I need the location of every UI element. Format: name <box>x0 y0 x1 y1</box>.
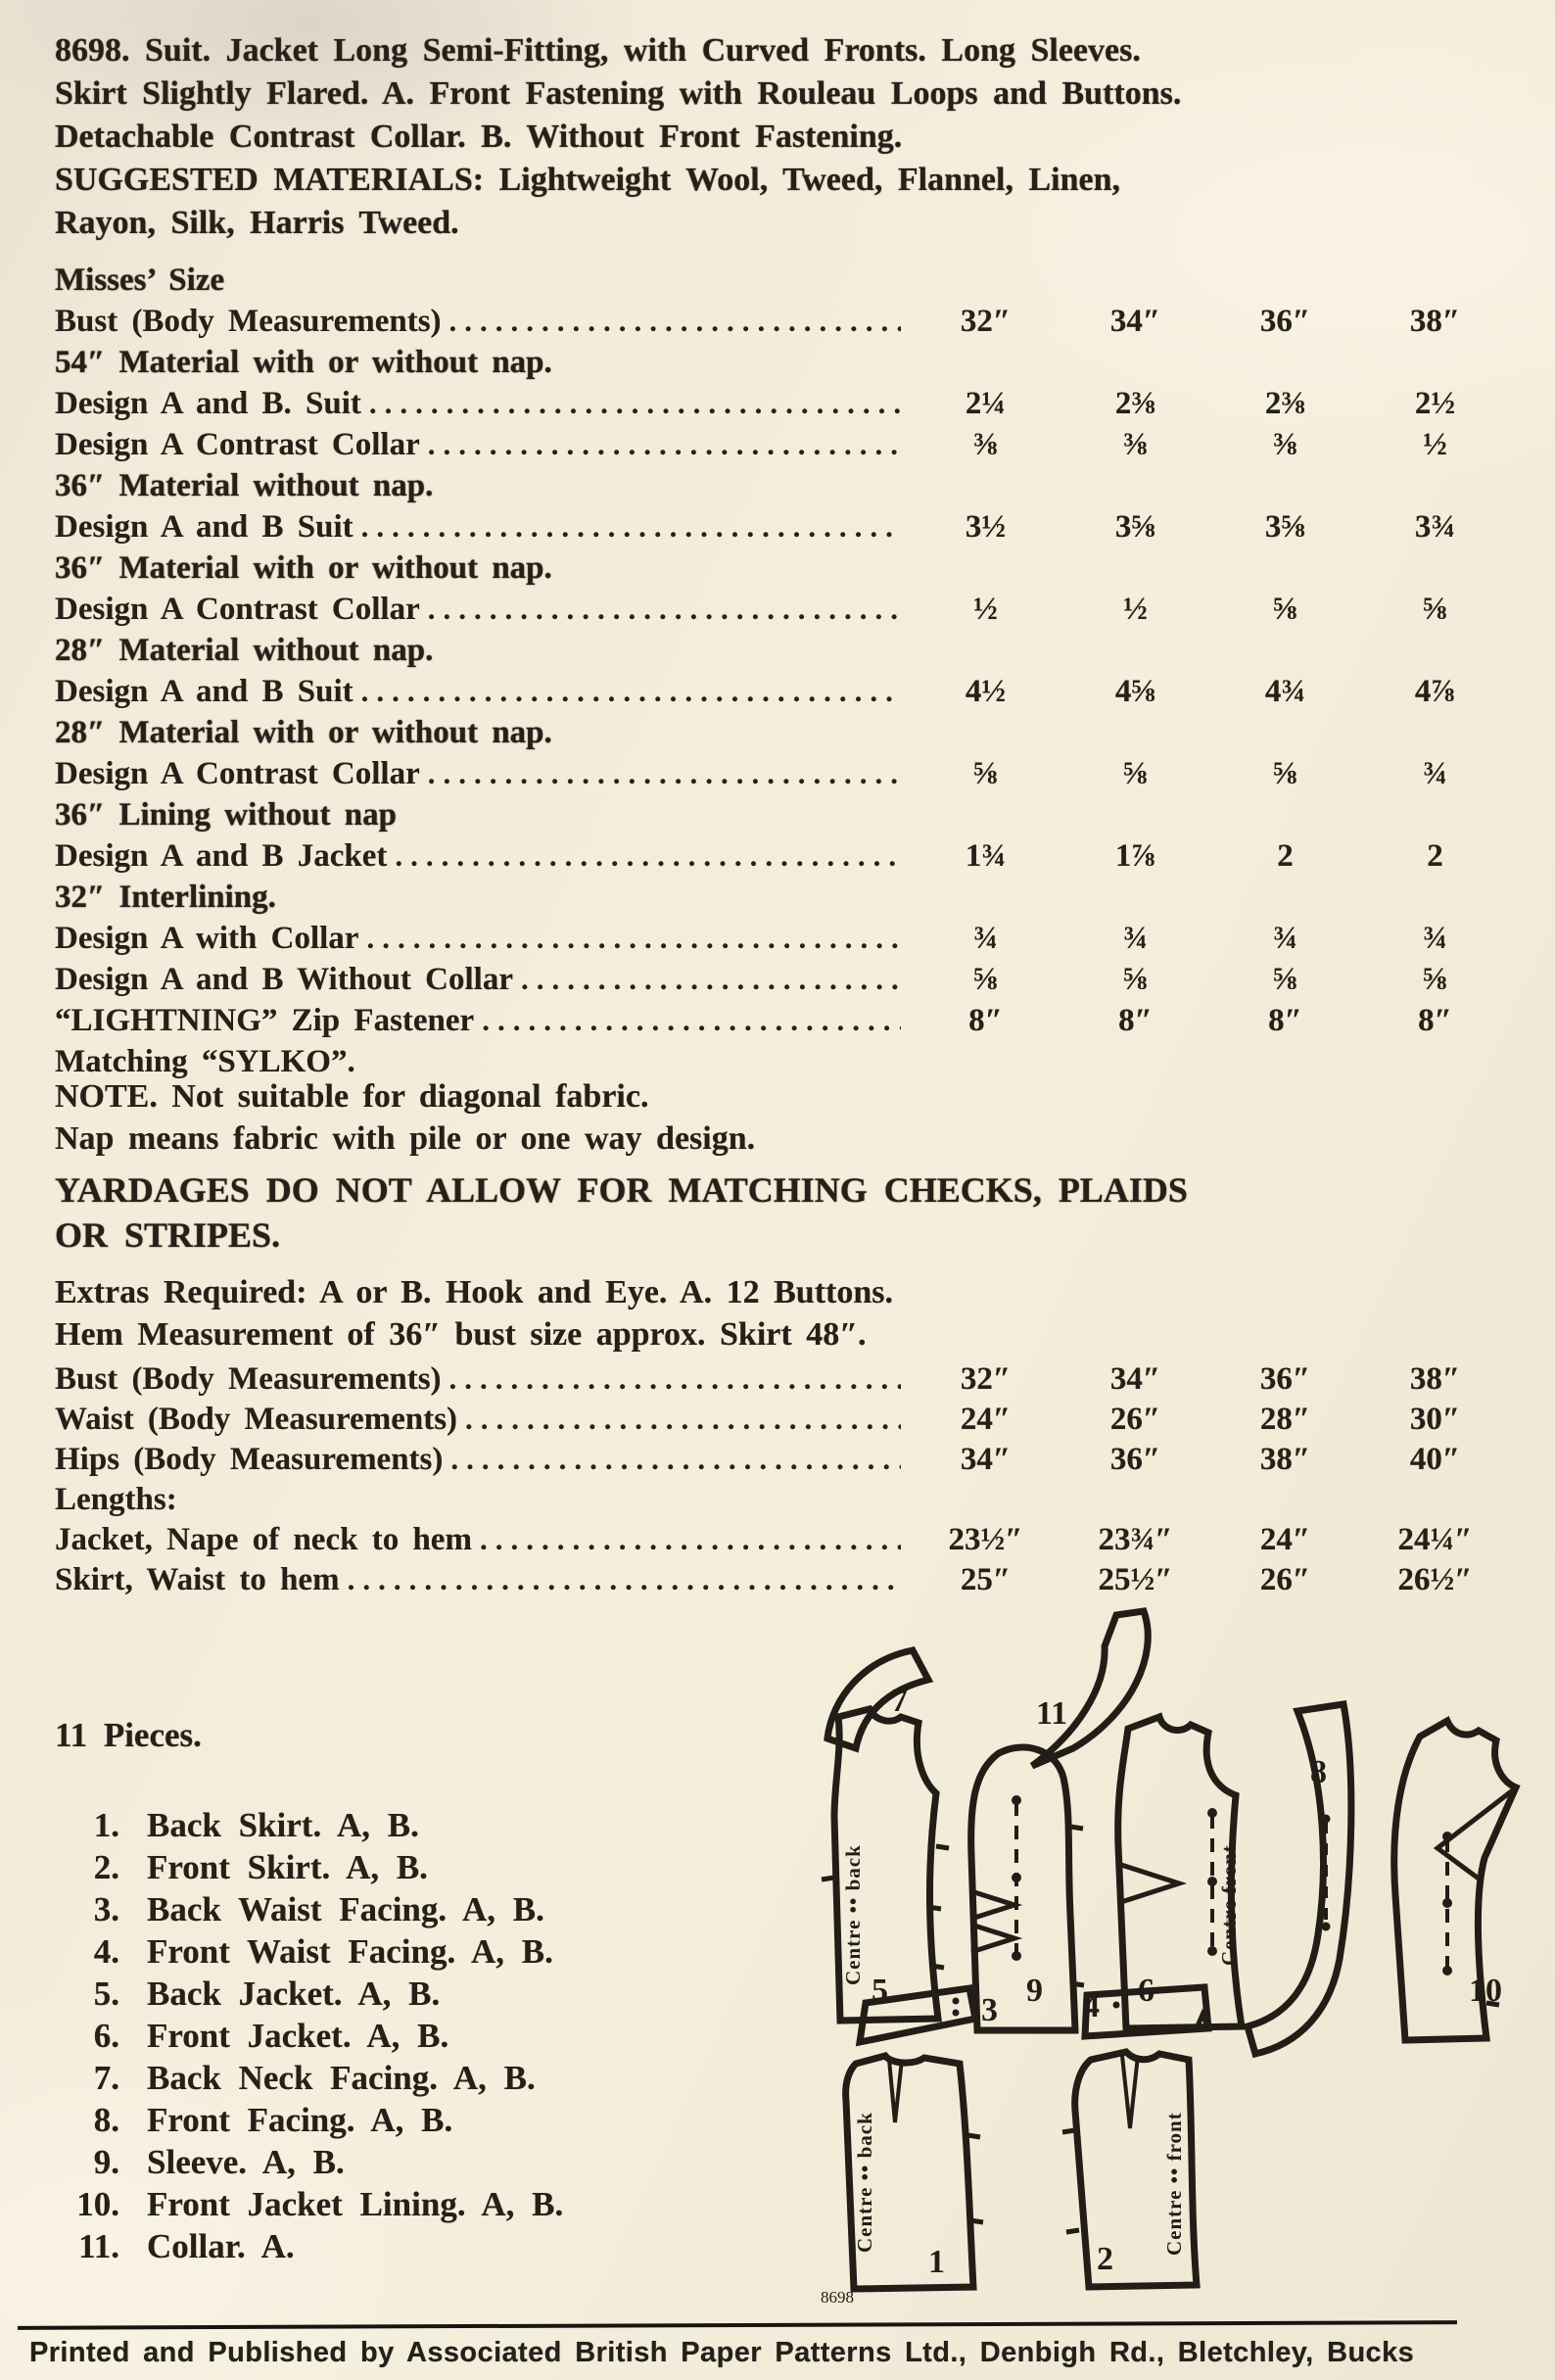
piece-item-label: Front Jacket. A, B. <box>147 2017 449 2055</box>
dot-leader <box>449 304 901 340</box>
size-value: ¾ <box>1423 921 1447 956</box>
piece-list-item <box>55 1973 740 2015</box>
size-value: 3⅝ <box>1264 509 1306 545</box>
dot-leader <box>428 427 901 463</box>
measurements-table <box>55 1361 1510 1602</box>
piece-list-item <box>55 2183 740 2225</box>
row-values <box>911 509 1510 546</box>
sleeve-dart <box>971 1925 1014 1952</box>
size-value: 32″ <box>960 304 1012 339</box>
row-values <box>911 1361 1510 1398</box>
piece-8-number: 8 <box>1310 1754 1327 1790</box>
pieces-title: 11 Pieces. <box>55 1716 202 1754</box>
size-value: 2 <box>1427 838 1443 874</box>
size-value: 3⅝ <box>1114 509 1156 545</box>
yardage-warning <box>55 1167 1510 1258</box>
size-value: 38″ <box>1409 304 1461 339</box>
piece-1-number: 1 <box>928 2244 945 2280</box>
grain-dot <box>1322 1923 1331 1931</box>
row-values <box>911 1003 1510 1039</box>
piece-list-item <box>55 1930 740 1973</box>
grain-dot <box>1207 1877 1217 1886</box>
size-value: 36″ <box>1259 304 1311 339</box>
size-value: 1¾ <box>965 838 1007 874</box>
table-row <box>55 1361 1510 1402</box>
row-values <box>911 1522 1510 1558</box>
note-line: Nap means fabric with pile or one way design. <box>55 1120 756 1157</box>
header-line: Detachable Contrast Collar. B. Without Front Fastening. <box>55 119 903 155</box>
header-line: 8698. Suit. Jacket Long Semi-Fitting, with Curved Fronts. Long Sleeves. <box>55 32 1141 69</box>
warning-line: YARDAGES DO NOT ALLOW FOR MATCHING CHECKS, PLAIDS <box>55 1170 1188 1210</box>
grain-dot <box>1207 1946 1217 1956</box>
piece-10-number: 10 <box>1469 1973 1502 2009</box>
row-label: 36″ Material without nap. <box>55 468 434 503</box>
row-label: Misses’ Size <box>55 262 225 298</box>
piece-item-label: Sleeve. A, B. <box>147 2143 345 2181</box>
piece-2-number: 2 <box>1097 2241 1113 2277</box>
size-value: 24″ <box>960 1402 1012 1437</box>
row-values <box>911 1562 1510 1598</box>
row-label: Design A with Collar <box>55 921 359 956</box>
suggested-materials-line: SUGGESTED MATERIALS: Lightweight Wool, Tweed, Flannel, Linen, <box>55 162 1120 198</box>
table-row <box>55 674 1510 715</box>
size-value: 3½ <box>965 509 1007 545</box>
table-section-header <box>55 468 1510 509</box>
notch-mark <box>1066 2230 1079 2232</box>
table-row <box>55 509 1510 550</box>
notch-mark <box>936 1846 949 1848</box>
row-label: Design A and B Without Collar <box>55 962 513 997</box>
row-label: Bust (Body Measurements) <box>55 1361 442 1397</box>
notch-mark <box>822 1878 834 1880</box>
row-values <box>911 674 1510 710</box>
row-label: 36″ Lining without nap <box>55 797 397 833</box>
row-label: 28″ Material with or without nap. <box>55 715 552 750</box>
size-value: 4¾ <box>1264 674 1306 709</box>
piece-item-label: Back Skirt. A, B. <box>147 1806 419 1844</box>
piece-list-item <box>55 2057 740 2099</box>
grain-dot <box>1442 1966 1452 1975</box>
grain-dot <box>1442 1832 1452 1841</box>
size-value: ⅝ <box>973 756 998 791</box>
size-value: 28″ <box>1259 1402 1311 1437</box>
size-value: 34″ <box>1109 304 1161 339</box>
table-row <box>55 1562 1510 1602</box>
grain-dot <box>1012 1795 1021 1805</box>
row-label: Waist (Body Measurements) <box>55 1402 458 1437</box>
size-value: 8″ <box>1118 1003 1153 1038</box>
extras-line: Extras Required: A or B. Hook and Eye. A. 12 Buttons. <box>55 1274 893 1310</box>
size-value: 4⅞ <box>1414 674 1456 709</box>
piece-list-item <box>55 1888 740 1930</box>
row-label: Design A and B Suit <box>55 509 353 545</box>
dot-leader <box>450 1442 901 1478</box>
table-row <box>55 921 1510 962</box>
button-dot <box>1113 2002 1120 2009</box>
table-row <box>55 386 1510 427</box>
row-label: “LIGHTNING” Zip Fastener <box>55 1003 475 1038</box>
row-values <box>911 1442 1510 1478</box>
table-section-header <box>55 262 1510 304</box>
size-value: 2⅜ <box>1264 386 1306 421</box>
size-value: 8″ <box>968 1003 1003 1038</box>
row-label: Design A and B Suit <box>55 674 353 709</box>
size-value: ⅜ <box>1273 427 1297 462</box>
front-dart <box>1118 1864 1179 1903</box>
row-label: Design A Contrast Collar <box>55 427 420 462</box>
size-value: ⅝ <box>1423 962 1447 997</box>
piece-2-centre-front-label: Centre •• front <box>1162 2112 1186 2256</box>
piece-4-number: 4 <box>1083 1988 1100 2024</box>
piece-list-item <box>55 2099 740 2141</box>
pattern-number-caption: 8698 <box>821 2288 854 2307</box>
dot-leader <box>480 1522 901 1558</box>
row-label: Jacket, Nape of neck to hem <box>55 1522 472 1557</box>
grain-dot <box>1012 1873 1021 1882</box>
size-value: ½ <box>1123 592 1148 627</box>
row-label: Design A Contrast Collar <box>55 592 420 627</box>
size-value: ⅝ <box>1123 756 1148 791</box>
size-value: 2¼ <box>965 386 1007 421</box>
table-row <box>55 838 1510 880</box>
notch-mark <box>967 2135 980 2137</box>
size-value: 24¼″ <box>1397 1522 1473 1557</box>
table-row <box>55 1402 1510 1442</box>
table-section-header <box>55 345 1510 386</box>
row-label: 32″ Interlining. <box>55 880 276 915</box>
dot-leader <box>366 921 901 957</box>
size-value: 8″ <box>1268 1003 1302 1038</box>
extras-block <box>55 1271 1510 1356</box>
footer-imprint: Printed and Published by Associated British Paper Patterns Ltd., Denbigh Rd., Bletchley, Bucks <box>29 2337 1415 2368</box>
grain-dot <box>1322 1815 1331 1824</box>
row-values <box>911 386 1510 422</box>
size-value: ⅝ <box>973 962 998 997</box>
table-section-header <box>55 633 1510 674</box>
row-label: 28″ Material without nap. <box>55 633 434 668</box>
dot-leader <box>348 1562 901 1598</box>
table-row <box>55 1522 1510 1562</box>
extras-line: Hem Measurement of 36″ bust size approx. Skirt 48″. <box>55 1316 867 1353</box>
piece-item-label: Back Jacket. A, B. <box>147 1975 441 2013</box>
dot-leader <box>482 1003 901 1039</box>
piece-item-number: 8. <box>93 2101 119 2139</box>
table-row <box>55 592 1510 633</box>
piece-5-centre-back-label: Centre •• back <box>841 1844 865 1985</box>
size-value: 26″ <box>1109 1402 1161 1437</box>
size-value: 26½″ <box>1397 1562 1473 1597</box>
size-value: ⅝ <box>1273 592 1297 627</box>
size-value: 3¾ <box>1414 509 1456 545</box>
table-row <box>55 1482 1510 1522</box>
dot-leader <box>369 386 901 422</box>
piece-item-number: 1. <box>93 1806 119 1844</box>
piece-item-number: 2. <box>93 1848 119 1886</box>
notch-mark <box>928 1907 941 1909</box>
piece-item-number: 6. <box>93 2017 119 2055</box>
row-values <box>911 921 1510 957</box>
row-values <box>911 427 1510 463</box>
dot-leader <box>465 1402 901 1438</box>
size-value: ½ <box>973 592 998 627</box>
table-row <box>55 1442 1510 1482</box>
size-value: ⅜ <box>1123 427 1148 462</box>
size-value: ¾ <box>1273 921 1297 956</box>
table-row <box>55 304 1510 345</box>
dot-leader <box>428 756 901 792</box>
size-value: 23¾″ <box>1098 1522 1173 1557</box>
sleeve-dart <box>971 1891 1014 1919</box>
row-label: Design A and B Jacket <box>55 838 388 874</box>
piece-6-centre-front-label: Centre front <box>1217 1844 1241 1966</box>
dot-leader <box>395 838 901 875</box>
dot-leader <box>428 592 901 628</box>
warning-line: OR STRIPES. <box>55 1215 281 1255</box>
dot-leader <box>361 509 901 546</box>
size-value: ⅝ <box>1423 592 1447 627</box>
note-line: NOTE. Not suitable for diagonal fabric. <box>55 1078 649 1115</box>
piece-item-number: 3. <box>93 1890 119 1928</box>
row-label: Hips (Body Measurements) <box>55 1442 444 1477</box>
size-value: 36″ <box>1259 1361 1311 1397</box>
size-value: 2½ <box>1414 386 1456 421</box>
piece-item-label: Collar. A. <box>147 2227 295 2265</box>
notch-mark <box>970 2220 983 2222</box>
table-section-header <box>55 715 1510 756</box>
size-value: 34″ <box>1109 1361 1161 1397</box>
row-label: Design A Contrast Collar <box>55 756 420 791</box>
row-values <box>911 592 1510 628</box>
piece-9-outline <box>971 1747 1075 2030</box>
notch-mark <box>1070 1827 1083 1829</box>
piece-item-label: Front Facing. A, B. <box>147 2101 453 2139</box>
row-label: Bust (Body Measurements) <box>55 304 442 339</box>
size-value: 40″ <box>1409 1442 1461 1477</box>
piece-3-number: 3 <box>981 1992 998 2028</box>
table-section-header <box>55 880 1510 921</box>
pattern-pieces-diagram <box>793 1601 1537 2311</box>
size-value: ⅝ <box>1273 962 1297 997</box>
piece-11-number: 11 <box>1036 1695 1068 1732</box>
size-value: 1⅞ <box>1114 838 1156 874</box>
skirt-dart <box>889 2060 902 2122</box>
row-values <box>911 838 1510 875</box>
row-values <box>911 756 1510 792</box>
piece-item-number: 9. <box>93 2143 119 2181</box>
size-value: ⅜ <box>973 427 998 462</box>
grain-dot <box>1012 1951 1021 1961</box>
header-block <box>55 29 1510 245</box>
size-value: ⅝ <box>1273 756 1297 791</box>
piece-5-number: 5 <box>872 1973 888 2009</box>
pieces-section <box>55 1716 740 2267</box>
dot-leader <box>521 962 901 998</box>
table-row <box>55 427 1510 468</box>
size-value: 24″ <box>1259 1522 1311 1557</box>
dot-leader <box>361 674 901 710</box>
pieces-list <box>55 1804 740 2267</box>
size-value: 38″ <box>1259 1442 1311 1477</box>
piece-8-outline <box>1248 1704 1351 2054</box>
table-section-header <box>55 550 1510 592</box>
piece-item-label: Front Waist Facing. A, B. <box>147 1932 553 1971</box>
notch-mark <box>931 1966 944 1968</box>
piece-item-number: 10. <box>76 2185 119 2223</box>
row-label: Lengths: <box>55 1482 177 1517</box>
notch-mark <box>1062 2130 1075 2132</box>
piece-item-label: Front Skirt. A, B. <box>147 1848 428 1886</box>
size-value: 26″ <box>1259 1562 1311 1597</box>
size-value: ½ <box>1423 427 1447 462</box>
table-row <box>55 756 1510 797</box>
size-value: ¾ <box>1423 756 1447 791</box>
size-value: 25″ <box>960 1562 1012 1597</box>
skirt-dart <box>1122 2056 1138 2128</box>
piece-list-item <box>55 2015 740 2057</box>
dot-leader <box>449 1361 901 1398</box>
size-value: 38″ <box>1409 1361 1461 1397</box>
size-value: 8″ <box>1418 1003 1452 1038</box>
piece-11-outline <box>1032 1611 1148 1766</box>
row-values <box>911 1402 1510 1438</box>
piece-list-item <box>55 2225 740 2267</box>
piece-item-number: 4. <box>93 1932 119 1971</box>
row-label: 36″ Material with or without nap. <box>55 550 552 586</box>
piece-list-item <box>55 2141 740 2183</box>
header-line: Skirt Slightly Flared. A. Front Fastening with Rouleau Loops and Buttons. <box>55 75 1182 112</box>
size-value: 36″ <box>1109 1442 1161 1477</box>
button-dot <box>953 2010 960 2017</box>
table-section-header <box>55 797 1510 838</box>
footer-rule <box>18 2320 1457 2330</box>
piece-list-item <box>55 1846 740 1888</box>
notch-mark <box>1071 1983 1084 1985</box>
suggested-materials-line: Rayon, Silk, Harris Tweed. <box>55 205 459 241</box>
table-row <box>55 1003 1510 1044</box>
row-label: 54″ Material with or without nap. <box>55 345 552 380</box>
grain-dot <box>1442 1898 1452 1908</box>
size-value: ⅝ <box>1123 962 1148 997</box>
size-value: ¾ <box>973 921 998 956</box>
row-values <box>911 962 1510 998</box>
piece-item-label: Front Jacket Lining. A, B. <box>147 2185 564 2223</box>
row-values <box>911 304 1510 340</box>
row-label: Skirt, Waist to hem <box>55 1562 340 1597</box>
row-label: Design A and B. Suit <box>55 386 361 421</box>
size-value: 32″ <box>960 1361 1012 1397</box>
size-value: 34″ <box>960 1442 1012 1477</box>
piece-item-number: 5. <box>93 1975 119 2013</box>
piece-9-number: 9 <box>1026 1973 1043 2009</box>
piece-1-centre-back-label: Centre •• back <box>853 2112 876 2253</box>
size-value: 2 <box>1277 838 1294 874</box>
yardage-table <box>55 262 1510 1085</box>
note-block <box>55 1075 1510 1160</box>
row-label: Matching “SYLKO”. <box>55 1044 355 1079</box>
piece-item-number: 7. <box>93 2059 119 2097</box>
size-value: 4½ <box>965 674 1007 709</box>
size-value: ¾ <box>1123 921 1148 956</box>
size-value: 30″ <box>1409 1402 1461 1437</box>
piece-6-number: 6 <box>1138 1973 1154 2009</box>
piece-7-number: 7 <box>891 1683 908 1719</box>
table-row <box>55 962 1510 1003</box>
piece-item-label: Back Waist Facing. A, B. <box>147 1890 544 1928</box>
size-value: 23½″ <box>948 1522 1023 1557</box>
size-value: 4⅝ <box>1114 674 1156 709</box>
piece-list-item <box>55 1804 740 1846</box>
grain-dot <box>1207 1808 1217 1818</box>
size-value: 25½″ <box>1098 1562 1173 1597</box>
button-dot <box>953 1998 960 2005</box>
piece-item-number: 11. <box>78 2227 119 2265</box>
piece-item-label: Back Neck Facing. A, B. <box>147 2059 536 2097</box>
size-value: 2⅜ <box>1114 386 1156 421</box>
